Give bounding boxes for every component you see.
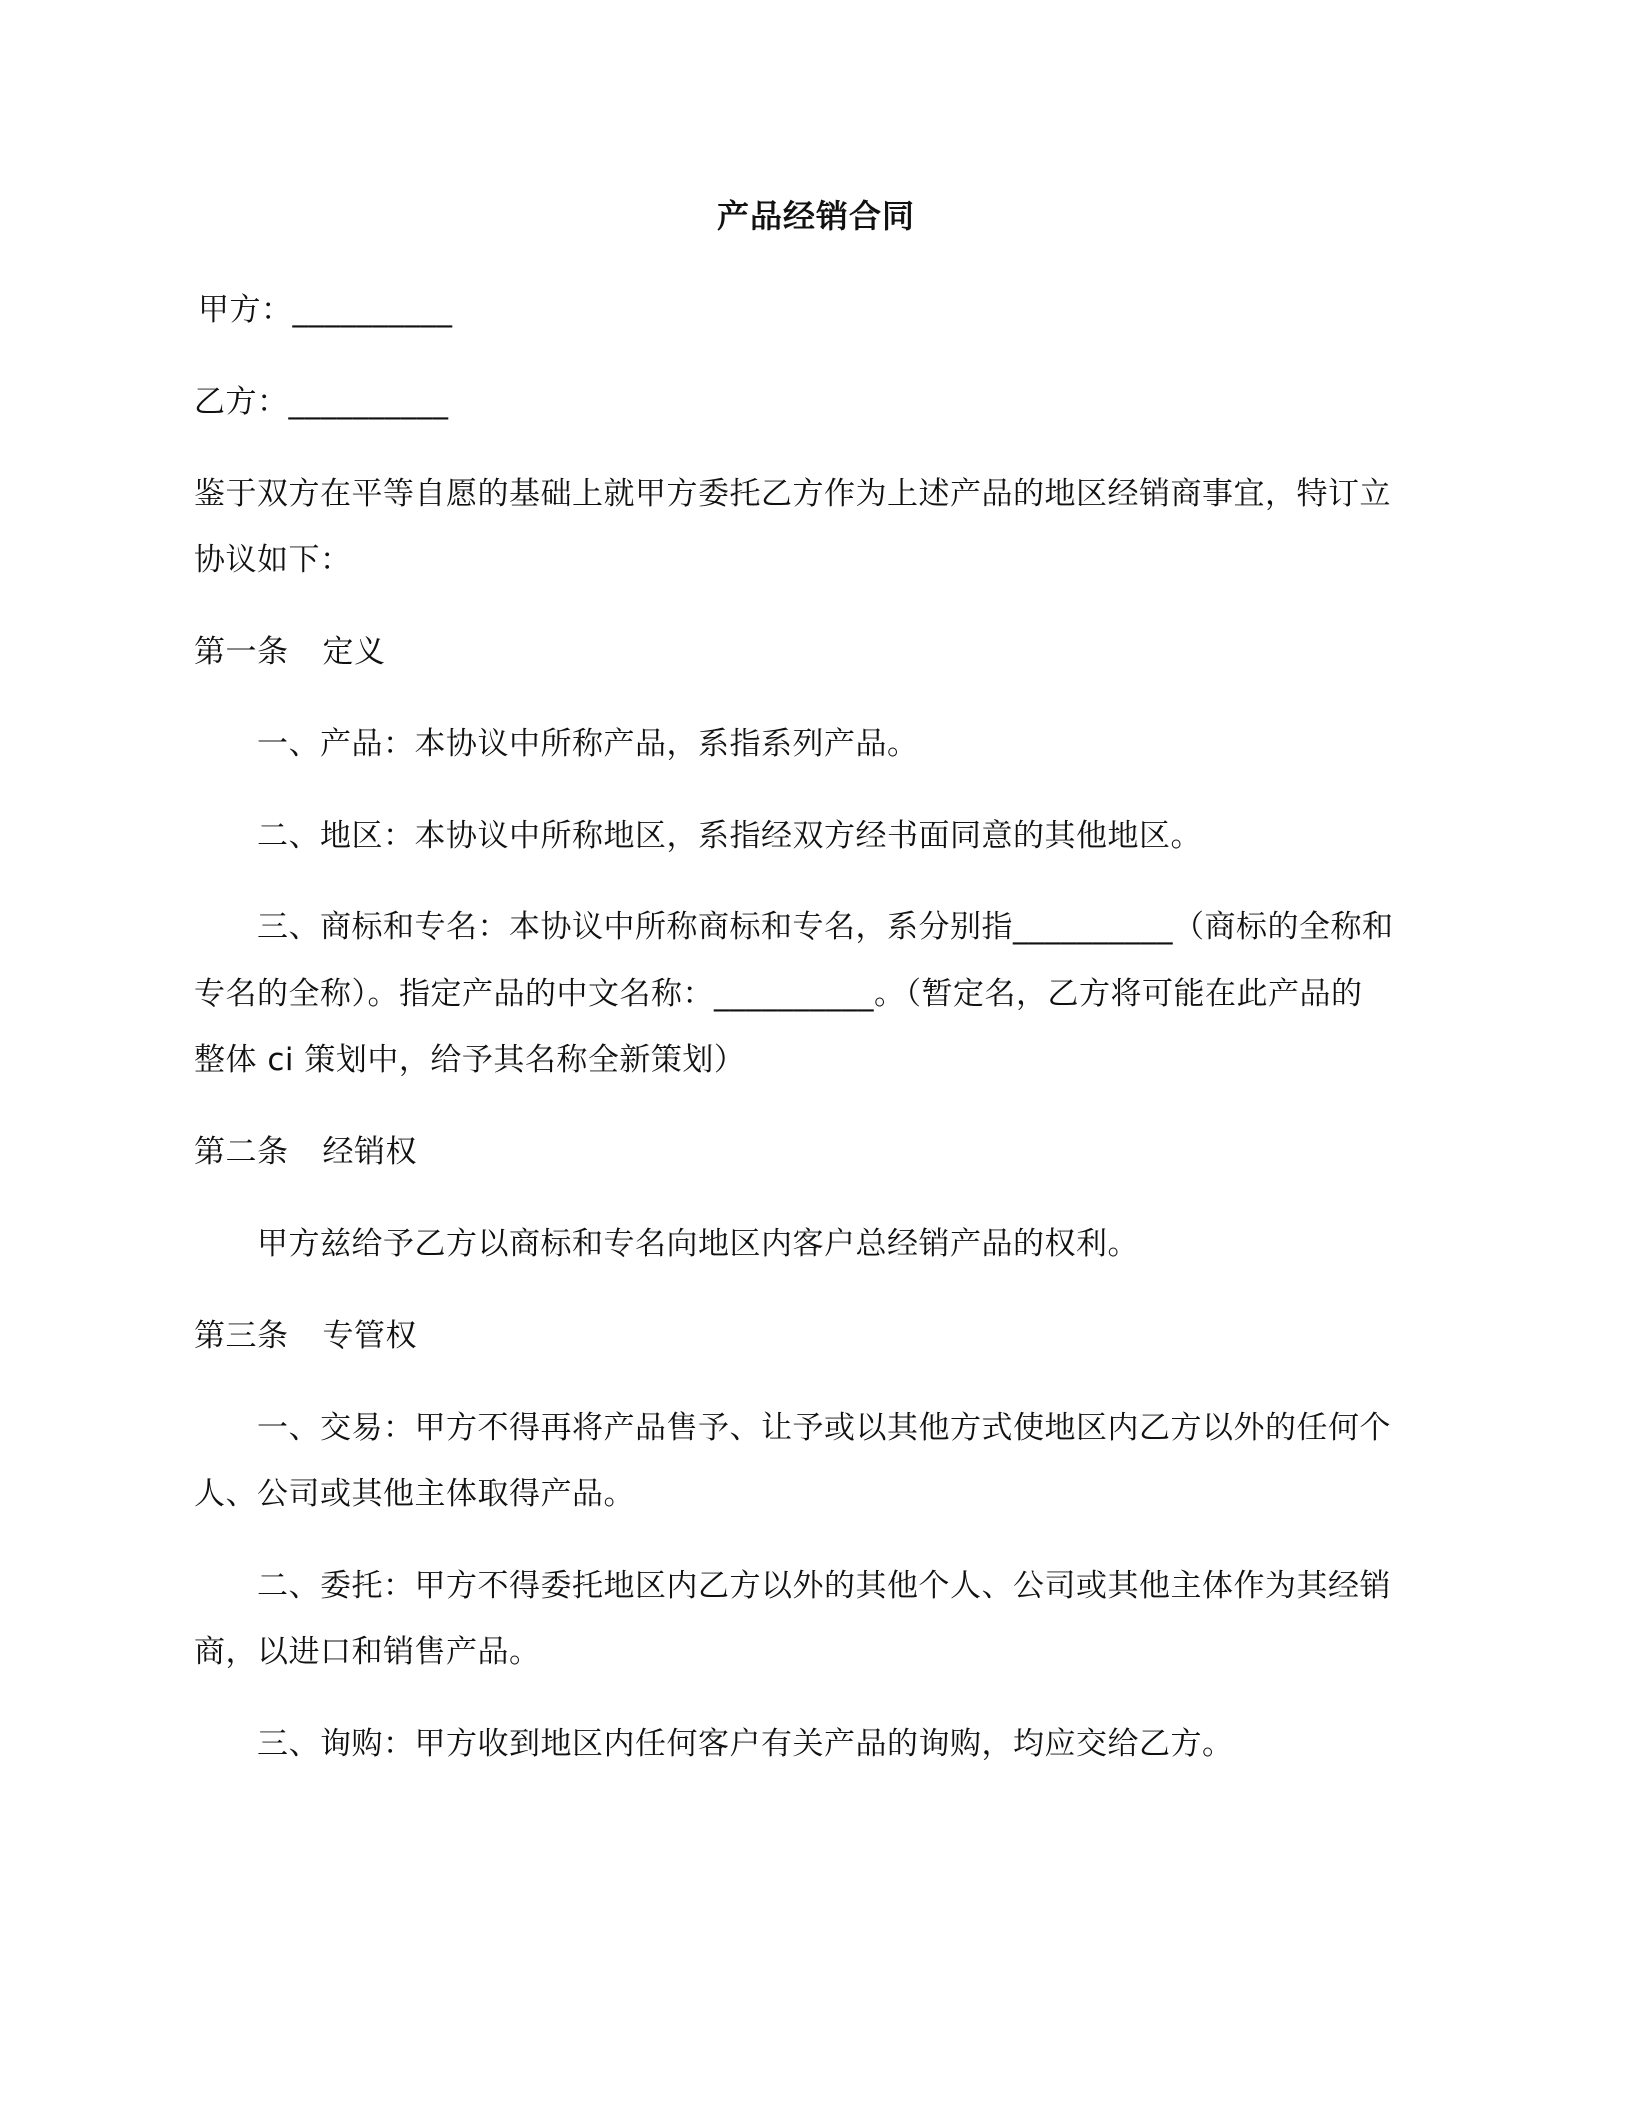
article-2-body: 甲方兹给予乙方以商标和专名向地区内客户总经销产品的权利。 [257, 1226, 1139, 1262]
article-1-item-3-line-1: 三、商标和专名：本协议中所称商标和专名，系分别指__________（商标的全称和 [257, 909, 1394, 945]
preamble-line-2: 协议如下： [194, 542, 352, 578]
article-3-item-2-line-2: 商，以进口和销售产品。 [194, 1634, 541, 1670]
article-1-item-3-line-2: 专名的全称）。指定产品的中文名称：__________。（暂定名，乙方将可能在此产品的 [194, 976, 1363, 1012]
article-3-item-2-line-1: 二、委托：甲方不得委托地区内乙方以外的其他个人、公司或其他主体作为其经销 [257, 1568, 1391, 1604]
article-1-title: 定义 [322, 634, 386, 670]
article-3-item-1-line-2: 人、公司或其他主体取得产品。 [194, 1476, 635, 1512]
article-1-item-2: 二、地区：本协议中所称地区，系指经双方经书面同意的其他地区。 [257, 818, 1202, 854]
article-3-item-3: 三、询购：甲方收到地区内任何客户有关产品的询购，均应交给乙方。 [257, 1726, 1234, 1762]
article-3-heading [194, 1316, 417, 1356]
preamble-line-1: 鉴于双方在平等自愿的基础上就甲方委托乙方作为上述产品的地区经销商事宜，特订立 [194, 476, 1391, 512]
document-title: 产品经销合同 [716, 197, 915, 235]
article-3-number: 第三条 [194, 1318, 289, 1354]
article-2-title: 经销权 [322, 1134, 417, 1170]
article-2-number: 第二条 [194, 1134, 289, 1170]
article-1-item-3-line-3: 整体 ci 策划中，给予其名称全新策划） [194, 1042, 746, 1078]
party-b-field: 乙方：__________ [194, 384, 449, 420]
article-1-item-1: 一、产品：本协议中所称产品，系指系列产品。 [257, 726, 919, 762]
article-1-heading [194, 632, 386, 672]
article-3-title: 专管权 [322, 1318, 417, 1354]
article-1-number: 第一条 [194, 634, 289, 670]
article-3-item-1-line-1: 一、交易：甲方不得再将产品售予、让予或以其他方式使地区内乙方以外的任何个 [257, 1410, 1391, 1446]
party-a-field: 甲方：__________ [198, 292, 453, 328]
article-2-heading [194, 1132, 417, 1172]
